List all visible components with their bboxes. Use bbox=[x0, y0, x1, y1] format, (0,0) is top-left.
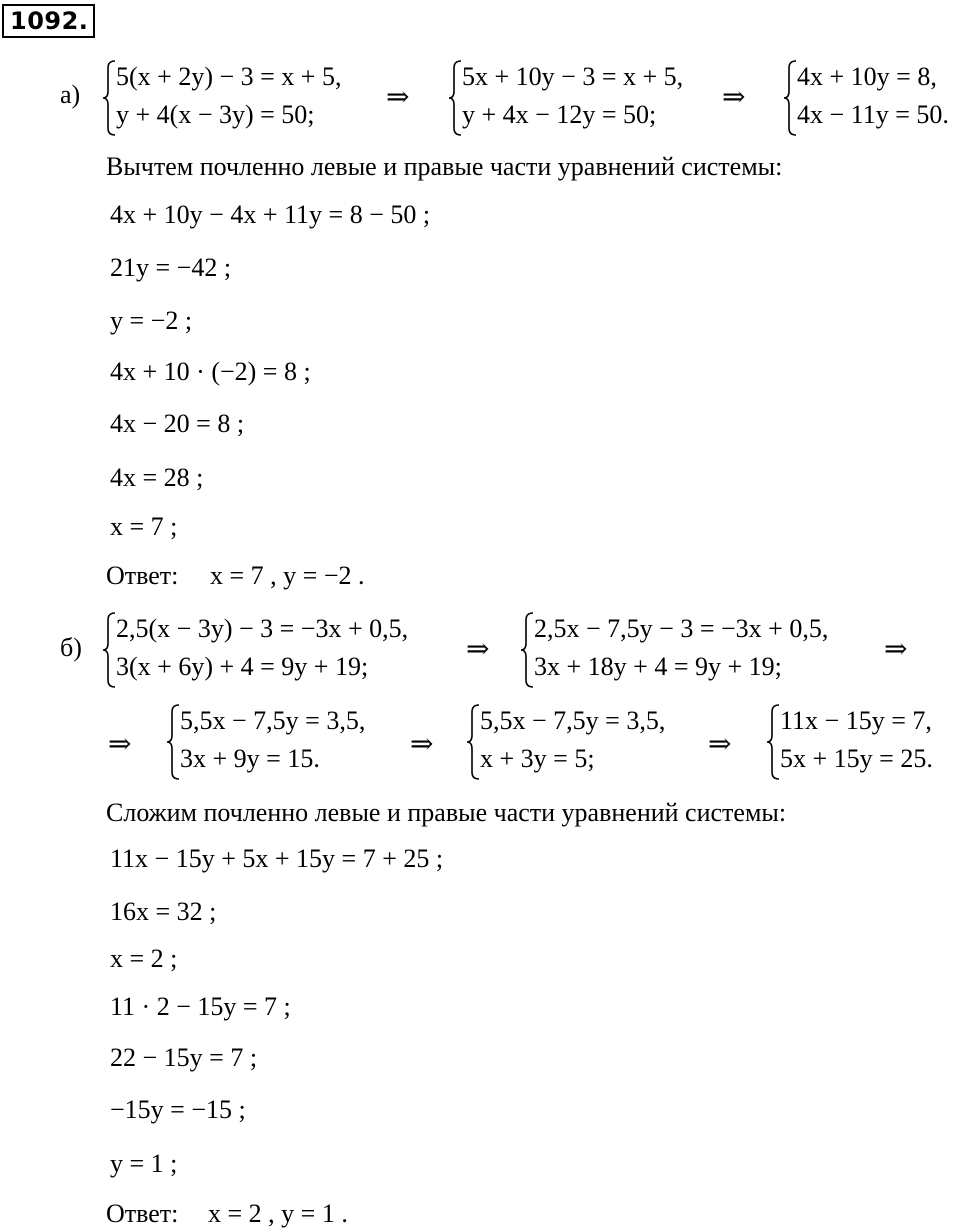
implies-arrow: ⇒ bbox=[466, 632, 490, 665]
equation: x + 3y = 5; bbox=[480, 744, 595, 773]
step: −15y = −15 ; bbox=[110, 1095, 246, 1124]
step: y = −2 ; bbox=[110, 306, 193, 335]
brace-icon bbox=[448, 60, 462, 136]
implies-arrow: ⇒ bbox=[884, 632, 908, 665]
problem-number: 1092. bbox=[2, 4, 95, 38]
equation: y + 4(x − 3y) = 50; bbox=[116, 100, 315, 129]
step: 22 − 15y = 7 ; bbox=[110, 1043, 258, 1072]
equation: 2,5(x − 3y) − 3 = −3x + 0,5, bbox=[116, 614, 409, 643]
part-a-system-2 bbox=[448, 60, 708, 136]
answer: x = 7 , y = −2 . bbox=[210, 561, 365, 590]
implies-arrow: ⇒ bbox=[108, 727, 132, 760]
equation: 4x + 10y = 8, bbox=[797, 62, 937, 91]
part-b-instruction: Сложим почленно левые и правые части уравнений системы: bbox=[106, 798, 787, 827]
implies-arrow: ⇒ bbox=[410, 727, 434, 760]
step: 21y = −42 ; bbox=[110, 253, 232, 282]
equation: 2,5x − 7,5y − 3 = −3x + 0,5, bbox=[534, 614, 829, 643]
step: 4x + 10 · (−2) = 8 ; bbox=[110, 357, 311, 386]
equation: 5x + 15y = 25. bbox=[780, 744, 933, 773]
part-b-label: б) bbox=[60, 633, 82, 662]
answer: x = 2 , y = 1 . bbox=[208, 1199, 348, 1228]
equation: 3x + 18y + 4 = 9y + 19; bbox=[534, 652, 782, 681]
brace-icon bbox=[166, 704, 180, 780]
part-a-system-3 bbox=[783, 60, 958, 136]
step: 4x − 20 = 8 ; bbox=[110, 409, 245, 438]
implies-arrow: ⇒ bbox=[386, 80, 410, 113]
step: y = 1 ; bbox=[110, 1149, 178, 1178]
brace-icon bbox=[783, 60, 797, 136]
brace-icon bbox=[466, 704, 480, 780]
step: 4x = 28 ; bbox=[110, 463, 204, 492]
step: x = 2 ; bbox=[110, 944, 178, 973]
equation: 4x − 11y = 50. bbox=[797, 100, 949, 129]
brace-icon bbox=[766, 704, 780, 780]
part-a-system-1 bbox=[102, 60, 372, 136]
part-a-label: а) bbox=[60, 80, 81, 109]
equation: 11x − 15y = 7, bbox=[780, 706, 932, 735]
answer-label: Ответ: bbox=[106, 1199, 179, 1228]
step: x = 7 ; bbox=[110, 512, 178, 541]
implies-arrow: ⇒ bbox=[708, 727, 732, 760]
equation: y + 4x − 12y = 50; bbox=[462, 100, 657, 129]
step: 16x = 32 ; bbox=[110, 897, 217, 926]
implies-arrow: ⇒ bbox=[722, 80, 746, 113]
equation: 5,5x − 7,5y = 3,5, bbox=[480, 706, 666, 735]
equation: 5x + 10y − 3 = x + 5, bbox=[462, 62, 684, 91]
part-b-system-4 bbox=[466, 704, 696, 780]
brace-icon bbox=[520, 612, 534, 688]
step: 11x − 15y + 5x + 15y = 7 + 25 ; bbox=[110, 844, 444, 873]
part-b-system-2 bbox=[520, 612, 865, 688]
step: 11 · 2 − 15y = 7 ; bbox=[110, 992, 291, 1021]
part-b-system-3 bbox=[166, 704, 396, 780]
equation: 3(x + 6y) + 4 = 9y + 19; bbox=[116, 652, 369, 681]
step: 4x + 10y − 4x + 11y = 8 − 50 ; bbox=[110, 200, 431, 229]
part-b-system-5 bbox=[766, 704, 956, 780]
part-b-system-1 bbox=[102, 612, 447, 688]
brace-icon bbox=[102, 60, 116, 136]
equation: 5(x + 2y) − 3 = x + 5, bbox=[116, 62, 342, 91]
answer-label: Ответ: bbox=[106, 561, 179, 590]
equation: 5,5x − 7,5y = 3,5, bbox=[180, 706, 366, 735]
equation: 3x + 9y = 15. bbox=[180, 744, 320, 773]
brace-icon bbox=[102, 612, 116, 688]
part-a-instruction: Вычтем почленно левые и правые части уравнений системы: bbox=[106, 152, 783, 181]
